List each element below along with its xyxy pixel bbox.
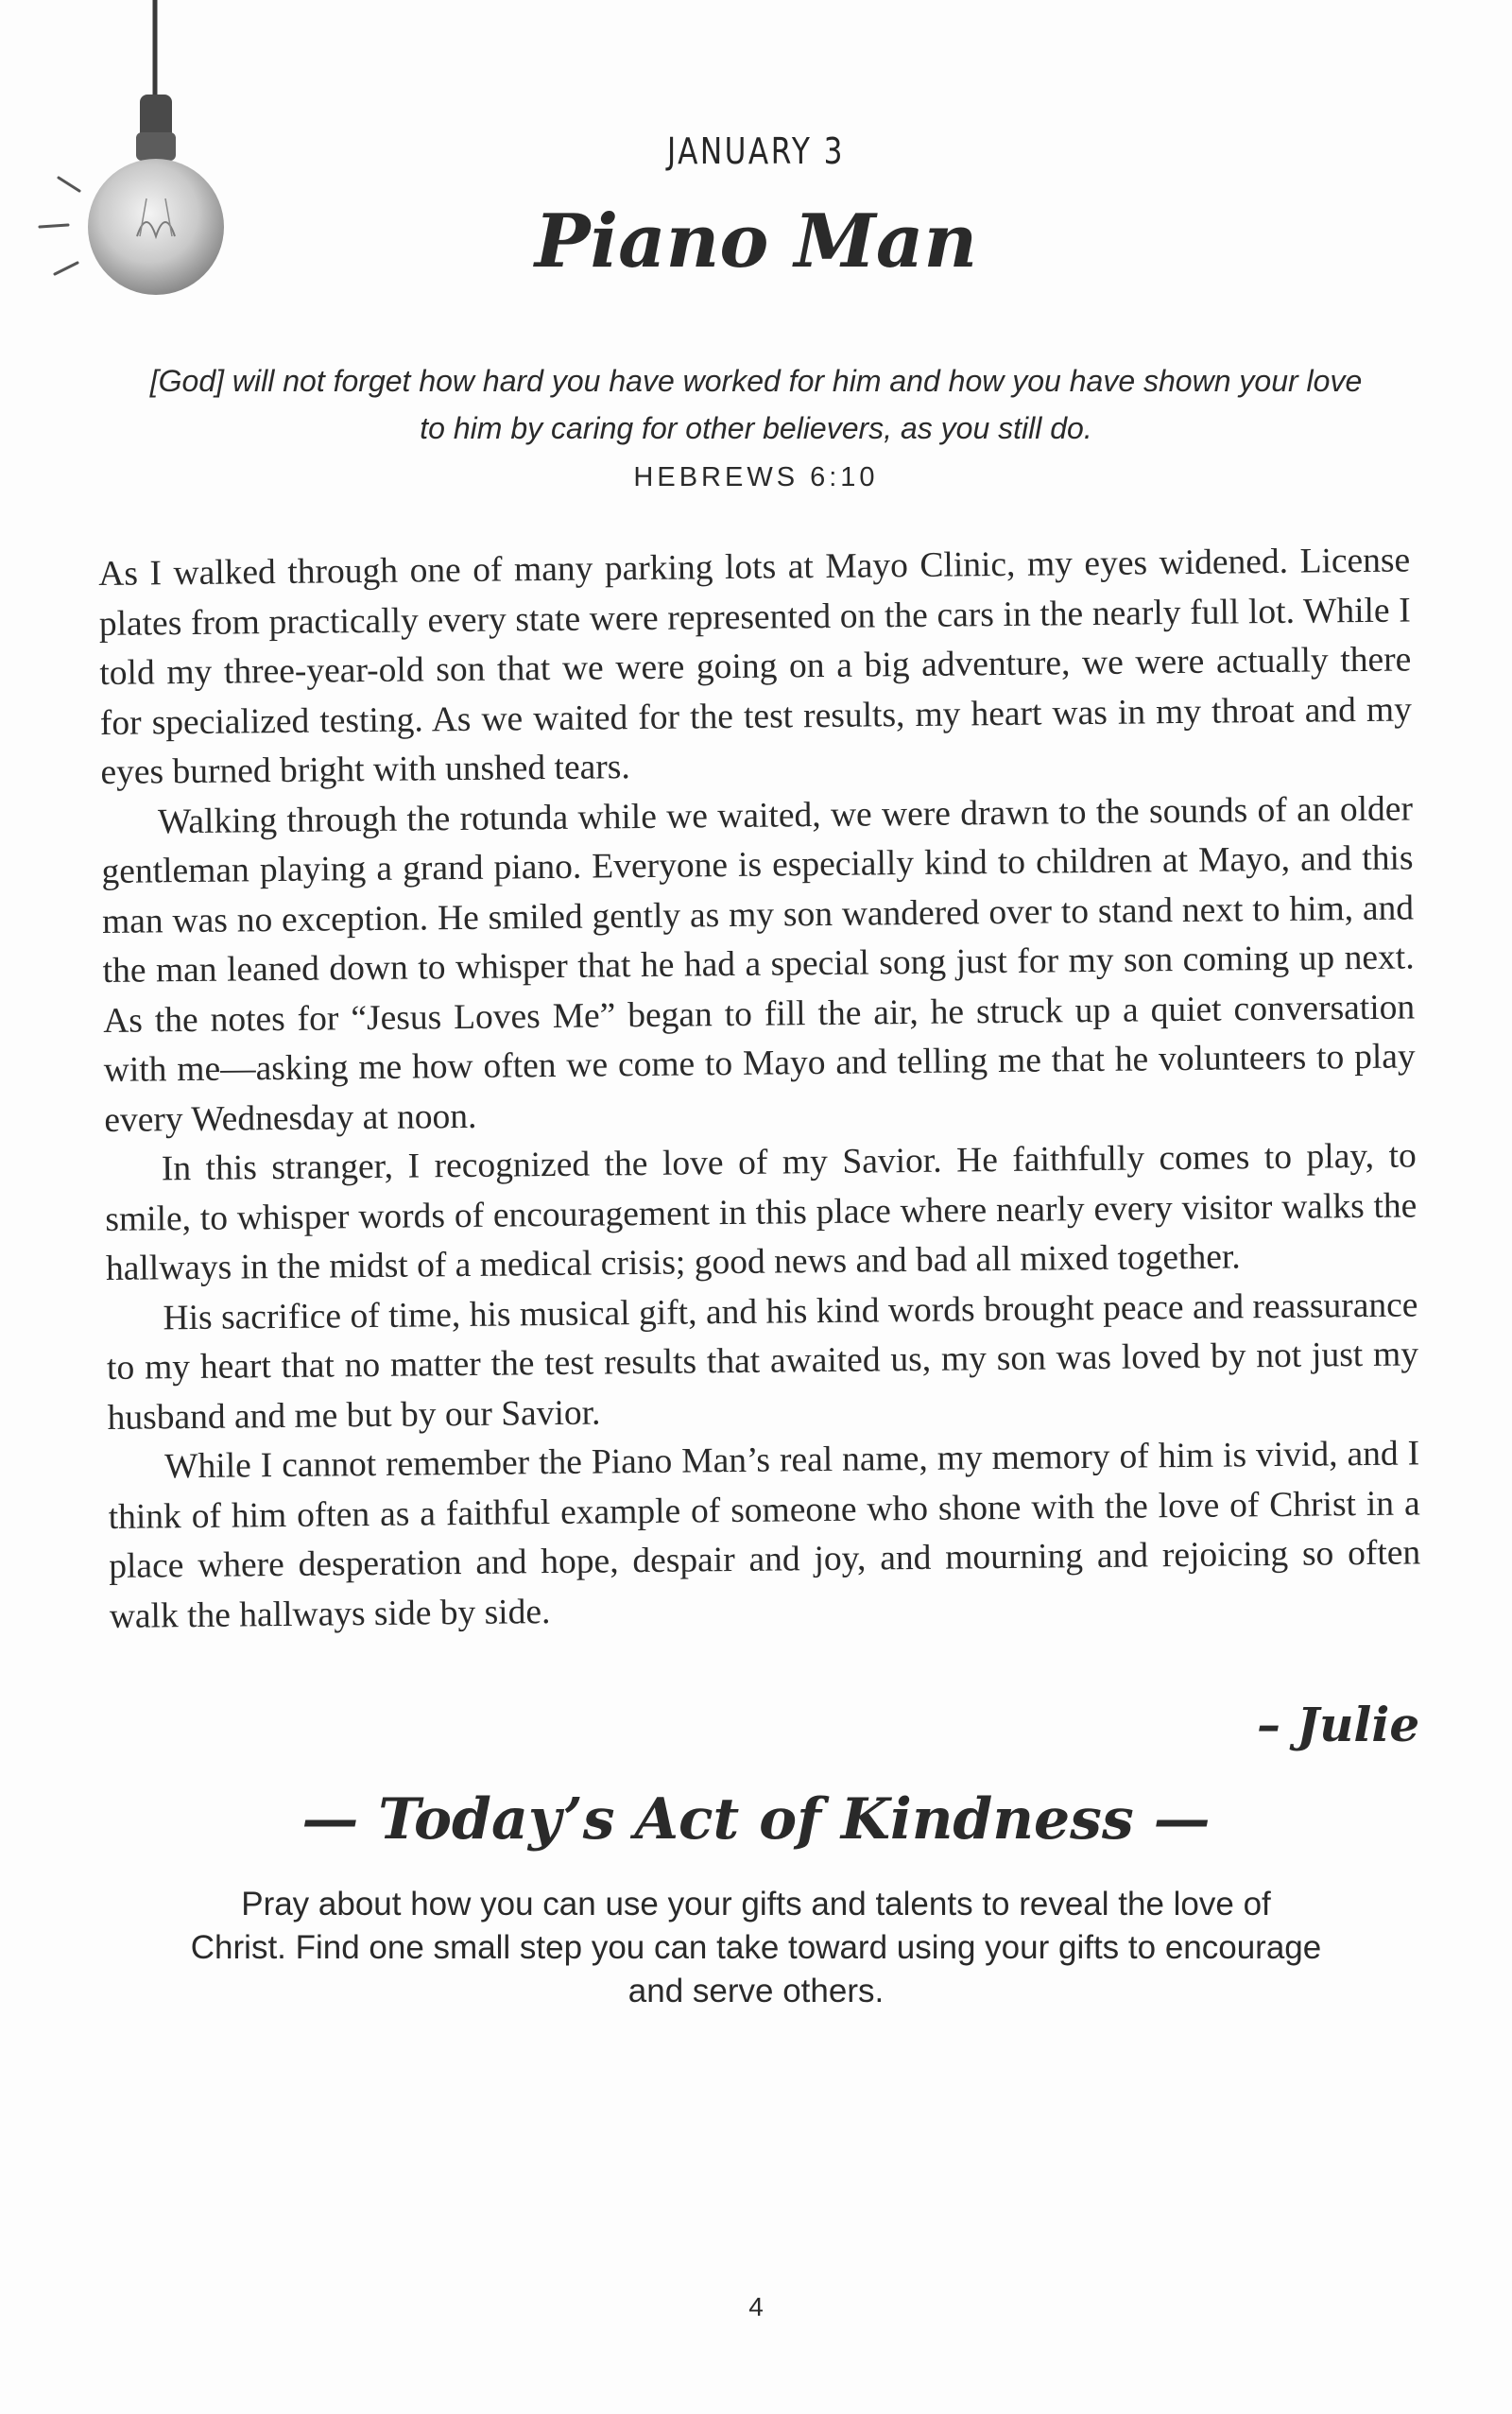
- scripture-reference: HEBREWS 6:10: [633, 462, 879, 492]
- body-paragraph: His sacrifice of time, his musical gift, and his kind words brought peace and reassurance to my heart that no matter the test results that awaited us, my son was loved by not just my husband and me but by our Savior.: [106, 1285, 1419, 1438]
- act-of-kindness-heading: — Today’s Act of Kindness —: [301, 1786, 1211, 1853]
- body-paragraph: While I cannot remember the Piano Man’s real name, my memory of him is vivid, and I think of him often as a faithful example of someone who shone with the love of Christ in a place where desperation and hope, despair and joy, and mourning and rejoicing so often walk the hallways side by side.: [108, 1434, 1421, 1636]
- body-paragraph: In this stranger, I recognized the love of my Savior. He faithfully comes to play, to smile, to whisper words of encouragement in this place where nearly every visitor walks the hallways in the midst of a medical crisis; good news and bad all mixed together.: [105, 1136, 1418, 1288]
- page-number: 4: [748, 2292, 764, 2321]
- scripture-verse: [God] will not forget how hard you have worked for him and how you have shown your love to him by caring for other believers, as you still do.: [149, 364, 1363, 445]
- devotional-body: [98, 536, 1421, 1641]
- devotional-title: Piano Man: [534, 198, 978, 285]
- act-of-kindness-text: Pray about how you can use your gifts and talents to reveal the love of Christ. Find one small step you can take toward using your gifts to encourage and serve others.: [190, 1886, 1322, 2009]
- body-paragraph: Walking through the rotunda while we waited, we were drawn to the sounds of an older gentleman playing a grand piano. Everyone is especially kind to children at Mayo, and this man was no exception. He smiled gently as my son wandered over to stand next to him, and the man leaned down to whisper that he had a special song just for my son coming up next. As the notes for “Jesus Loves Me” began to fill the air, he struck up a quiet conversation with me—asking me how often we come to Mayo and telling me that he volunteers to play every Wednesday at noon.: [101, 788, 1416, 1140]
- devotional-date: JANUARY 3: [667, 130, 845, 172]
- body-paragraph: As I walked through one of many parking lots at Mayo Clinic, my eyes widened. License plates from practically every state were represented on the cars in the nearly full lot. While I told my three-year-old son that we were going on a big adventure, we were actually there for specialized testing. As we waited for the test results, my heart was in my throat and my eyes burned bright with unshed tears.: [98, 541, 1413, 792]
- author-signature: – Julie: [1257, 1697, 1420, 1752]
